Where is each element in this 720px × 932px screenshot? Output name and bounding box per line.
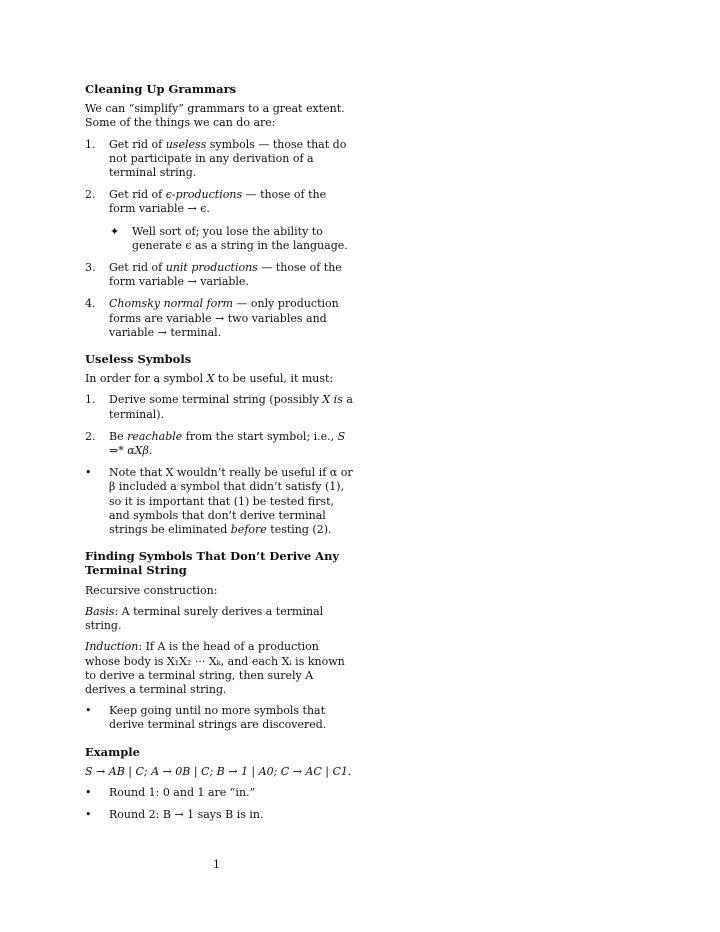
star-icon: ✦ bbox=[110, 224, 120, 238]
list-item: 1. Derive some terminal string (possibly X is a terminal). bbox=[85, 393, 353, 421]
item-number: 1. bbox=[85, 393, 96, 407]
list-item: 3. Get rid of unit productions — those of the form variable → variable. bbox=[85, 261, 342, 289]
term: before bbox=[230, 523, 267, 537]
heading-useless-symbols: Useless Symbols bbox=[85, 352, 192, 367]
page-number: 1 bbox=[213, 858, 220, 871]
bullet-icon: • bbox=[85, 785, 92, 799]
heading-cleaning-up-grammars: Cleaning Up Grammars bbox=[85, 82, 237, 96]
bullet-icon: • bbox=[85, 704, 92, 718]
item-number: 4. bbox=[85, 297, 96, 311]
bullet-note: • Round 1: 0 and 1 are “in.” bbox=[85, 785, 256, 799]
bullet-icon: • bbox=[85, 808, 92, 822]
term: Chomsky normal form bbox=[109, 297, 233, 311]
page-content bbox=[85, 82, 355, 830]
math: S ⇒* αXβ bbox=[109, 429, 346, 458]
term: useless bbox=[165, 137, 207, 151]
list-item: 4. Chomsky normal form — only production forms are variable → two variables and variable → terminal. bbox=[85, 297, 339, 339]
heading-example: Example bbox=[85, 744, 140, 759]
bullet-note: • Keep going until no more symbols that derive terminal strings are discovered. bbox=[85, 704, 327, 732]
heading-finding-symbols: Finding Symbols That Don’t Derive Any Terminal String bbox=[85, 549, 340, 578]
item-number: 1. bbox=[85, 137, 96, 151]
bullet-note: • Round 2: B → 1 says B is in. bbox=[85, 808, 264, 822]
list-item: 2. Get rid of ϵ-productions — those of the form variable → ϵ. bbox=[85, 188, 327, 216]
induction-paragraph: Induction: If A is the head of a production whose body is X₁X₂ ··· Xₖ, and each Xᵢ is known to derive a terminal string, then surely A derives a terminal string. bbox=[85, 640, 345, 696]
term: unit productions bbox=[165, 261, 258, 275]
item-number: 2. bbox=[85, 429, 96, 443]
list-item: 1. Get rid of useless symbols — those that do not participate in any derivation of a terminal string. bbox=[85, 137, 347, 180]
item-number: 2. bbox=[85, 188, 96, 202]
intro-paragraph: In order for a symbol X to be useful, it must: bbox=[85, 372, 334, 386]
term: reachable bbox=[127, 429, 183, 443]
sub-note: ✦ Well sort of; you lose the ability to generate ϵ as a string in the language. bbox=[110, 224, 348, 252]
item-number: 3. bbox=[85, 261, 96, 275]
list-item: 2. Be reachable from the start symbol; i.e., S ⇒* αXβ. bbox=[85, 429, 346, 458]
grammar-paragraph: S → AB | C; A → 0B | C; B → 1 | A0; C → AC | C1. bbox=[85, 764, 352, 778]
intro-paragraph: Recursive construction: bbox=[85, 583, 218, 597]
term: ϵ-productions bbox=[165, 188, 243, 202]
intro-paragraph: We can “simplify” grammars to a great extent. Some of the things we can do are: bbox=[85, 102, 345, 130]
bullet-note: • Note that X wouldn’t really be useful if α or β included a symbol that didn’t satisfy (1), so it is important that (1) be tested first, and symbols that don’t derive terminal strings be eliminated before testing (2). bbox=[85, 466, 353, 537]
bullet-icon: • bbox=[85, 466, 92, 480]
basis-paragraph: Basis: A terminal surely derives a terminal string. bbox=[85, 604, 324, 633]
